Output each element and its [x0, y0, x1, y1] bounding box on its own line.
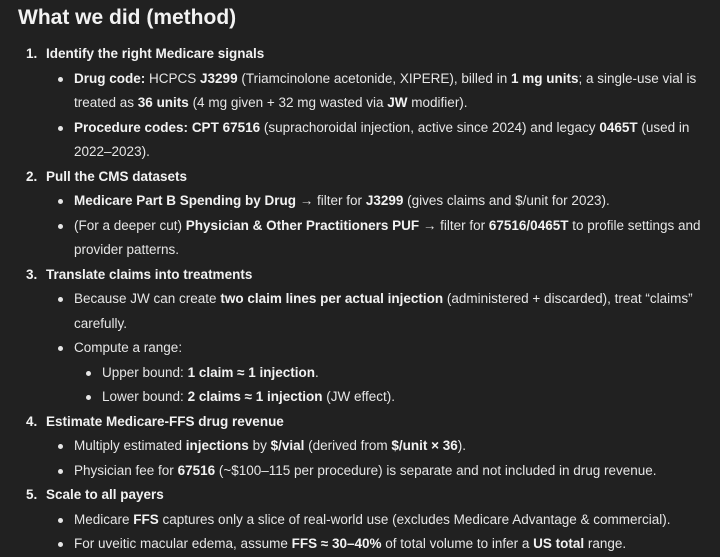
- step-bullets: [46, 287, 704, 410]
- text-segment: (administered + discarded), treat “claims” carefully.: [74, 291, 693, 331]
- step-1: [26, 42, 704, 165]
- text-segment: modifier).: [407, 95, 468, 110]
- step-title: Scale to all payers: [46, 487, 164, 502]
- text-segment: (derived from: [304, 438, 392, 453]
- bullet-jw-claims: [74, 287, 704, 336]
- bold-segment: JW: [387, 95, 408, 110]
- step-4: [26, 410, 704, 484]
- text-segment: (suprachoroidal injection, active since 2024) and legacy: [260, 119, 600, 135]
- step-title: Estimate Medicare-FFS drug revenue: [46, 413, 284, 429]
- bold-segment: 36 units: [137, 95, 189, 110]
- text-segment: (~$100–115 per procedure) is separate and not included in drug revenue.: [215, 462, 657, 478]
- bold-segment: two claim lines per actual injection: [220, 291, 444, 306]
- bullet-lower-bound: [102, 385, 704, 410]
- bullet-label: Drug code:: [74, 70, 146, 86]
- step-title: Identify the right Medicare signals: [46, 46, 265, 61]
- step-number: 4.: [26, 413, 38, 429]
- bold-segment: 1 mg units: [510, 70, 579, 86]
- bullet-medicare-ffs: [74, 508, 704, 533]
- bullet-compute-range: [74, 336, 704, 410]
- step-bullets: [46, 508, 704, 557]
- bold-segment: injections: [185, 438, 249, 453]
- text-segment: ).: [457, 438, 467, 453]
- text-segment: Multiply estimated: [74, 438, 186, 453]
- step-2: [26, 165, 704, 263]
- bold-segment: $/vial: [270, 438, 305, 453]
- text-segment: captures only a slice of real-world use (excludes Medicare Advantage & commercial).: [158, 511, 671, 527]
- step-number: 3.: [26, 266, 38, 282]
- step-3: [26, 263, 704, 410]
- bold-segment: CPT 67516: [191, 119, 261, 135]
- step-bullets: [46, 189, 704, 263]
- bold-segment: 1 claim ≈ 1 injection: [187, 364, 316, 380]
- bold-segment: 0465T: [599, 119, 638, 135]
- bold-segment: FFS ≈ 30–40%: [291, 536, 382, 551]
- text-segment: to profile settings and provider patterns.: [74, 217, 701, 257]
- text-segment: (gives claims and $/unit for 2023).: [403, 193, 610, 208]
- bullet-multiply-injections: [74, 434, 704, 459]
- text-segment: HCPCS: [145, 70, 201, 86]
- text-segment: Medicare: [74, 511, 134, 527]
- text-segment: Upper bound:: [102, 364, 188, 380]
- bold-segment: FFS: [133, 511, 159, 527]
- bullet-physician-fee: [74, 459, 704, 484]
- page-title: What we did (method): [18, 6, 237, 29]
- text-segment: .: [315, 364, 319, 380]
- text-segment: range.: [584, 536, 627, 551]
- text-segment: (used in 2022–2023).: [74, 119, 690, 159]
- text-segment: (4 mg given + 32 mg wasted via: [188, 95, 388, 110]
- text-segment: (For a deeper cut): [74, 217, 186, 233]
- bullet-label: Procedure codes:: [74, 119, 189, 135]
- bullet-procedure-codes: [74, 116, 704, 165]
- bullet-drug-code: [74, 67, 704, 116]
- bold-segment: Medicare Part B Spending by Drug: [74, 193, 297, 208]
- step-title: Translate claims into treatments: [46, 266, 253, 282]
- step-5: [26, 483, 704, 557]
- text-segment: by: [248, 438, 271, 453]
- text-segment: (JW effect).: [322, 389, 396, 404]
- step-number: 2.: [26, 168, 38, 184]
- bold-segment: J3299: [200, 70, 238, 86]
- bullet-uveitic-edema: [74, 532, 704, 557]
- text-segment: Physician fee for: [74, 462, 178, 478]
- bullet-upper-bound: [102, 361, 704, 386]
- bold-segment: 2 claims ≈ 1 injection: [187, 389, 323, 404]
- step-title: Pull the CMS datasets: [46, 168, 188, 184]
- method-steps: [18, 42, 704, 557]
- bullet-part-b-spending: [74, 189, 704, 214]
- text-segment: For uveitic macular edema, assume: [74, 536, 292, 551]
- text-segment: of total volume to infer a: [381, 536, 534, 551]
- text-segment: Compute a range:: [74, 340, 183, 355]
- bold-segment: Physician & Other Practitioners PUF: [185, 217, 420, 233]
- step-bullets: [46, 67, 704, 165]
- text-segment: ; a single-use vial is treated as: [74, 70, 697, 110]
- step-number: 1.: [26, 46, 38, 61]
- bold-segment: 67516/0465T: [488, 217, 569, 233]
- bold-segment: $/unit × 36: [391, 438, 458, 453]
- text-segment: Because JW can create: [74, 291, 221, 306]
- text-segment: Lower bound:: [102, 389, 188, 404]
- range-bullets: [74, 361, 704, 410]
- text-segment: → filter for: [419, 217, 489, 233]
- bold-segment: US total: [533, 536, 585, 551]
- bold-segment: 67516: [177, 462, 216, 478]
- bullet-physician-puf: [74, 214, 704, 263]
- step-number: 5.: [26, 487, 38, 502]
- text-segment: (Triamcinolone acetonide, XIPERE), billed in: [237, 70, 511, 86]
- text-segment: → filter for: [296, 193, 366, 208]
- step-bullets: [46, 434, 704, 483]
- bold-segment: J3299: [365, 193, 404, 208]
